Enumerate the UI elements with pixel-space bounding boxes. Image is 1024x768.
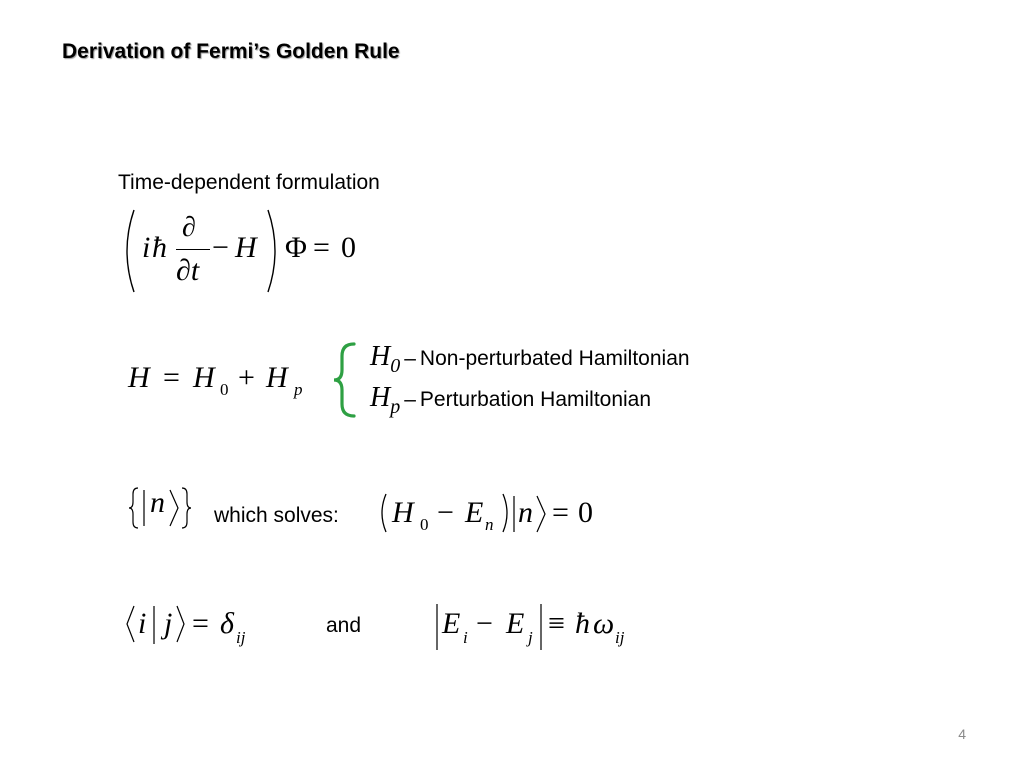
definition-subscript: p bbox=[390, 396, 401, 418]
equals-sign: = bbox=[552, 496, 569, 529]
ket-n: n bbox=[518, 496, 533, 529]
definition-dash: – bbox=[404, 347, 416, 370]
definition-subscript: 0 bbox=[390, 355, 401, 377]
energy-i-subscript: i bbox=[463, 628, 468, 647]
equals-sign: = bbox=[313, 231, 330, 264]
hamiltonian-lhs: H bbox=[128, 361, 150, 394]
green-curly-brace bbox=[330, 340, 364, 420]
energy-j: E bbox=[506, 607, 525, 640]
minus-sign: − bbox=[212, 231, 229, 264]
hp-subscript: p bbox=[294, 380, 303, 399]
h0-subscript: 0 bbox=[220, 380, 229, 399]
basis-state-n: n bbox=[150, 486, 165, 519]
equals-sign: = bbox=[163, 361, 180, 394]
phi-symbol: Φ bbox=[285, 231, 307, 264]
ket-j: j bbox=[164, 607, 173, 640]
partial-denominator: ∂t bbox=[176, 254, 200, 287]
imaginary-unit: i bbox=[142, 231, 151, 264]
hamiltonian-symbol: H bbox=[235, 231, 257, 264]
equivalence-sign: ≡ bbox=[548, 607, 565, 640]
kronecker-delta: δ bbox=[220, 607, 234, 640]
zero: 0 bbox=[341, 231, 356, 264]
right-paren bbox=[258, 206, 288, 296]
hbar-symbol: ħ bbox=[152, 231, 167, 264]
energy-symbol: E bbox=[465, 496, 484, 529]
hbar-symbol: ħ bbox=[575, 607, 590, 640]
delta-subscript: ij bbox=[236, 628, 246, 647]
definition-row bbox=[370, 341, 690, 377]
page-number: 4 bbox=[958, 726, 966, 742]
plus-sign: + bbox=[238, 361, 255, 394]
bra-i: i bbox=[138, 607, 147, 640]
zero: 0 bbox=[578, 496, 593, 529]
definition-dash: – bbox=[404, 388, 416, 411]
energy-j-subscript: j bbox=[528, 628, 533, 647]
fraction-bar bbox=[176, 249, 210, 250]
section-heading: Time-dependent formulation bbox=[118, 171, 380, 194]
definition-row bbox=[370, 382, 652, 418]
and-label: and bbox=[326, 614, 362, 637]
h0-symbol: H bbox=[193, 361, 215, 394]
equals-sign: = bbox=[192, 607, 209, 640]
h0-subscript: 0 bbox=[420, 515, 429, 534]
hp-symbol: H bbox=[266, 361, 288, 394]
definition-description: Non-perturbated Hamiltonian bbox=[419, 347, 690, 370]
omega-symbol: ω bbox=[593, 607, 615, 640]
slide-title: Derivation of Fermi’s Golden Rule bbox=[62, 40, 400, 63]
definition-symbol: H bbox=[370, 382, 391, 413]
energy-subscript: n bbox=[485, 515, 494, 534]
definition-symbol: H bbox=[370, 341, 391, 372]
which-solves-label: which solves: bbox=[214, 504, 339, 527]
omega-subscript: ij bbox=[615, 628, 625, 647]
energy-i: E bbox=[442, 607, 461, 640]
minus-sign: − bbox=[476, 607, 493, 640]
partial-numerator: ∂ bbox=[182, 212, 196, 243]
h0-symbol: H bbox=[392, 496, 414, 529]
minus-sign: − bbox=[437, 496, 454, 529]
definition-description: Perturbation Hamiltonian bbox=[419, 388, 652, 411]
